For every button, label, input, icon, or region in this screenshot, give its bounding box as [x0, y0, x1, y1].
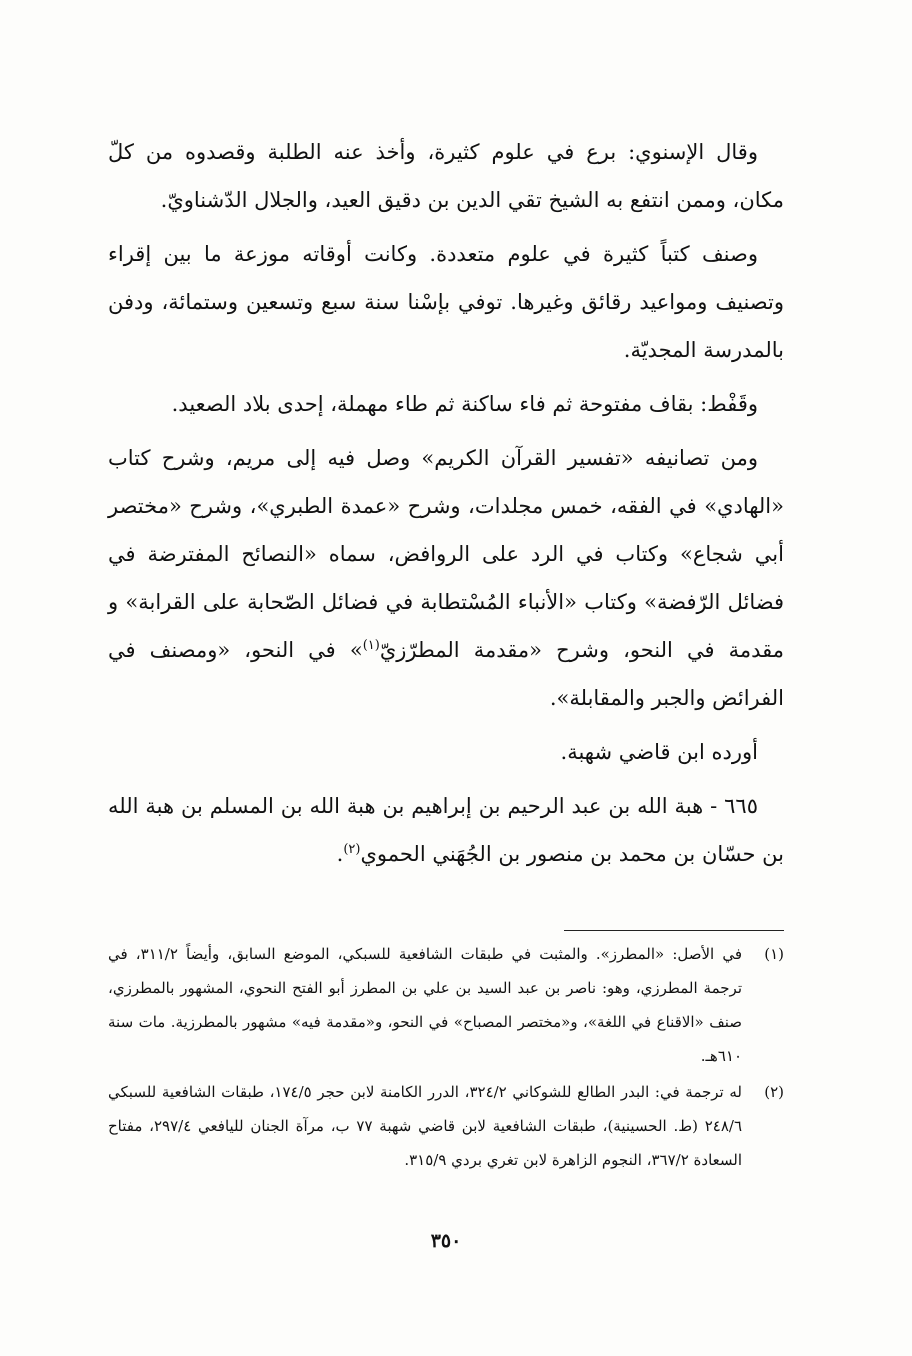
- page-number: ٣٥٠: [430, 1230, 462, 1252]
- footnote-1-text: في الأصل: «المطرز». والمثبت في طبقات الشافعية للسبكي، الموضع السابق، وأيضاً ٣١١/٢، في ترجمة المطرزي، وهو: ناصر بن عبد السيد بن علي بن المطرز أبو الفتح النحوي، المشهور بالمطرزي، صنف «الاقناع في اللغة»، و«مختصر المصباح» في النحو، و«مقدمة فيه» مشهور بالمطرزية. مات سنة ٦١٠هـ.: [108, 945, 742, 1065]
- footnote-ref-1[interactable]: (١): [362, 638, 380, 653]
- paragraph-qaft-definition: وقَفْط: بقاف مفتوحة ثم فاء ساكنة ثم طاء مهملة، إحدى بلاد الصعيد.: [171, 392, 758, 416]
- footnotes-section: [108, 930, 784, 1179]
- footnote-ref-2[interactable]: (٢): [343, 842, 361, 857]
- footnote-divider: [564, 930, 784, 931]
- paragraph-entry-665: [108, 782, 784, 878]
- paragraph-isnawi-quote: وقال الإسنوي: برع في علوم كثيرة، وأخذ عنه الطلبة وقصدوه من كلّ مكان، وممن انتفع به الشيخ تقي الدين بن دقيق العيد، والجلال الدّشناويّ.: [108, 140, 784, 212]
- paragraph-works-and-death: وصنف كتباً كثيرة في علوم متعددة. وكانت أوقاته موزعة ما بين إقراء وتصنيف ومواعيد رقائق وغيرها. توفي بإسْنا سنة سبع وتسعين وستمائة، ودفن بالمدرسة المجديّة.: [108, 242, 784, 362]
- footnote-1: [108, 937, 784, 1073]
- footnote-2: [108, 1075, 784, 1177]
- entry-665-end: .: [336, 842, 344, 866]
- footnote-2-number: (٢): [764, 1083, 784, 1101]
- footnote-2-text: له ترجمة في: البدر الطالع للشوكاني ٣٢٤/٢، الدرر الكامنة لابن حجر ١٧٤/٥، طبقات الشافعية للسبكي ٢٤٨/٦ (ط. الحسينية)، طبقات الشافعية لابن قاضي شهبة ٧٧ ب، مرآة الجنان لليافعي ٢٩٧/٤، مفتاح السعادة ٣٦٧/٢، النجوم الزاهرة لابن تغري بردي ٣١٥/٩.: [108, 1083, 743, 1169]
- writings-text-part2: » في النحو، «ومصنف في الفرائض والجبر والمقابلة».: [108, 638, 784, 710]
- paragraph-writings-list: [108, 434, 784, 722]
- footnote-1-number: (١): [764, 945, 784, 963]
- writings-text-part1: ومن تصانيفه «تفسير القرآن الكريم» وصل فيه إلى مريم، وشرح كتاب «الهادي» في الفقه، خمس مجلدات، وشرح «عمدة الطبري»، وشرح «مختصر أبي شجاع» وكتاب في الرد على الروافض، سماه «النصائح المفترضة في فضائل الرّفضة» وكتاب «الأنباء المُسْتطابة في فضائل الصّحابة على القرابة» و مقدمة في النحو، وشرح «مقدمة المطرّزيّ: [108, 446, 784, 662]
- paragraph-source: أورده ابن قاضي شهبة.: [560, 740, 758, 764]
- document-page: [108, 128, 784, 1288]
- entry-665-text: ٦٦٥ - هبة الله بن عبد الرحيم بن إبراهيم بن هبة الله بن المسلم بن هبة الله بن حسّان بن محمد بن منصور بن الجُهَني الحموي: [108, 794, 784, 866]
